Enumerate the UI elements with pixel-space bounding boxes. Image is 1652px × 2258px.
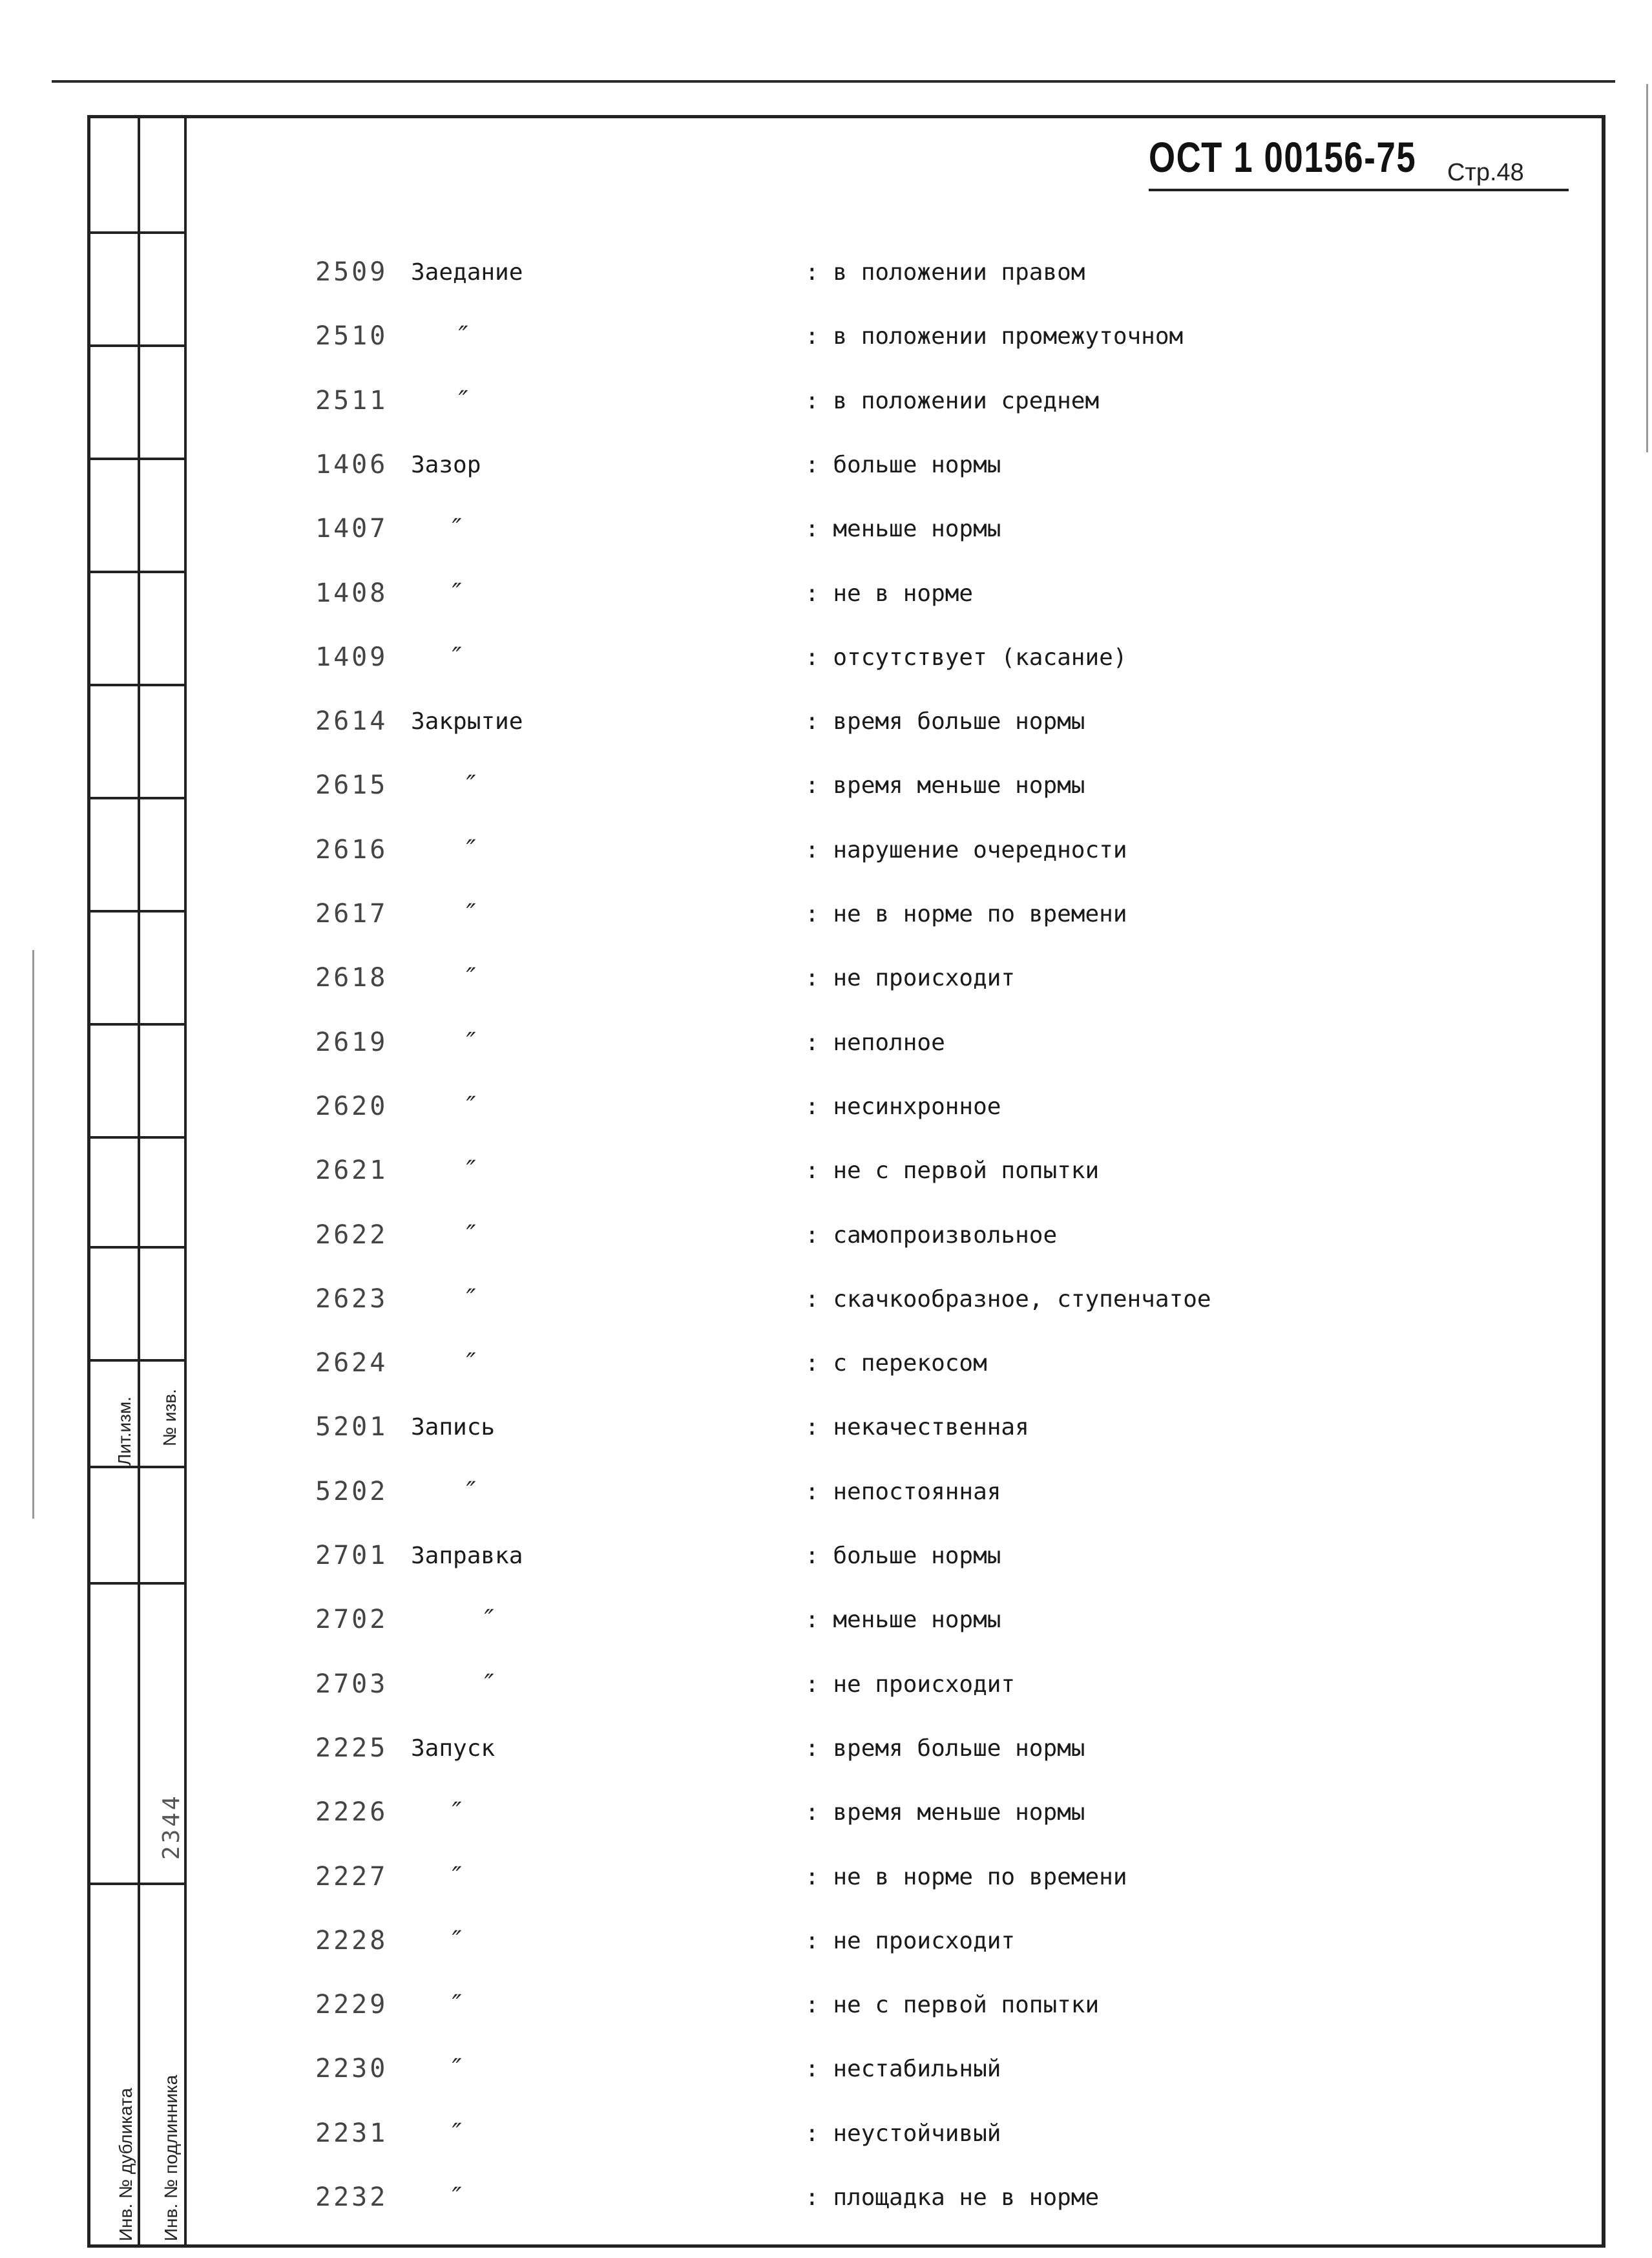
- list-item: [0, 2182, 1551, 2228]
- failure-description: : несинхронное: [805, 1093, 1001, 1120]
- header-underline: [1149, 189, 1569, 191]
- stamp-label-no-izv: № изв.: [160, 1389, 180, 1446]
- failure-term: Заправка: [411, 1543, 523, 1569]
- ditto-mark: ″: [478, 1605, 494, 1635]
- stamp-hline: [87, 1466, 184, 1468]
- ditto-mark: ″: [446, 2182, 462, 2212]
- document-code: ОСТ 1 00156-75: [1149, 133, 1417, 181]
- list-item: [0, 1733, 1551, 1778]
- list-item: [0, 1669, 1551, 1715]
- failure-code: 2617: [315, 899, 388, 929]
- stamp-label-inv-dublikata: Инв. № дубликата: [116, 2087, 136, 2241]
- failure-term: Запуск: [411, 1735, 496, 1762]
- list-item: [0, 1220, 1551, 1265]
- list-item: [0, 1028, 1551, 1073]
- failure-code: 2226: [315, 1797, 388, 1828]
- failure-description: : больше нормы: [805, 451, 1001, 478]
- ditto-mark: ″: [446, 1990, 462, 2020]
- list-item: [0, 1862, 1551, 1907]
- failure-term: Заедание: [411, 259, 523, 286]
- failure-code: 5201: [315, 1412, 388, 1442]
- stamp-hline: [87, 231, 184, 234]
- list-item: [0, 257, 1551, 302]
- failure-description: : скачкообразное, ступенчатое: [805, 1285, 1211, 1313]
- failure-description: : меньше нормы: [805, 516, 1001, 543]
- ditto-mark: ″: [446, 1925, 462, 1956]
- failure-code: 2232: [315, 2182, 388, 2212]
- ditto-mark: ″: [460, 770, 476, 801]
- failure-description: : время больше нормы: [805, 1735, 1085, 1762]
- list-item: [0, 1348, 1551, 1393]
- list-item: [0, 770, 1551, 816]
- list-item: [0, 1412, 1551, 1457]
- failure-description: : не с первой попытки: [805, 1992, 1100, 2019]
- stamp-number: 2344: [158, 1793, 185, 1860]
- failure-code: 2622: [315, 1219, 388, 1250]
- failure-description: : меньше нормы: [805, 1607, 1001, 1634]
- stamp-label-inv-podlinnika: Инв. № подлинника: [161, 2074, 181, 2241]
- stamp-hline: [87, 571, 184, 573]
- failure-code: 2511: [315, 385, 388, 416]
- failure-code: 2701: [315, 1541, 388, 1570]
- failure-code: 2615: [315, 770, 388, 801]
- list-item: [0, 642, 1551, 688]
- failure-description: : не происходит: [805, 1927, 1016, 1954]
- failure-description: : больше нормы: [805, 1543, 1001, 1569]
- failure-description: : время меньше нормы: [805, 1799, 1085, 1826]
- failure-description: : в положении промежуточном: [805, 323, 1184, 350]
- list-item: [0, 899, 1551, 944]
- list-item: [0, 1155, 1551, 1201]
- failure-description: : неполное: [805, 1029, 945, 1056]
- list-item: [0, 450, 1551, 495]
- failure-code: 1409: [315, 642, 388, 672]
- list-item: [0, 1541, 1551, 1586]
- failure-code: 2624: [315, 1348, 388, 1378]
- list-item: [0, 321, 1551, 366]
- ditto-mark: ″: [452, 385, 468, 416]
- list-item: [0, 2118, 1551, 2164]
- list-item: [0, 578, 1551, 624]
- failure-description: : отсутствует (касание): [805, 644, 1127, 671]
- failure-code: 1408: [315, 578, 388, 608]
- failure-code: 2230: [315, 2054, 388, 2084]
- list-item: [0, 835, 1551, 880]
- failure-code: 2510: [315, 321, 388, 352]
- failure-description: : время меньше нормы: [805, 772, 1085, 799]
- ditto-mark: ″: [460, 1348, 476, 1378]
- failure-code: 2619: [315, 1027, 388, 1057]
- list-item: [0, 386, 1551, 431]
- ditto-mark: ″: [478, 1669, 494, 1699]
- failure-description: : не в норме по времени: [805, 1863, 1127, 1890]
- ditto-mark: ″: [460, 1219, 476, 1250]
- ditto-mark: ″: [460, 834, 476, 865]
- list-item: [0, 1926, 1551, 1971]
- stamp-hline: [87, 1023, 184, 1026]
- failure-description: : не в норме по времени: [805, 901, 1127, 927]
- failure-description: : неустойчивый: [805, 2120, 1001, 2147]
- list-item: [0, 1605, 1551, 1650]
- failure-description: : не с первой попытки: [805, 1157, 1100, 1185]
- list-item: [0, 1990, 1551, 2035]
- ditto-mark: ″: [446, 578, 462, 608]
- ditto-mark: ″: [446, 1861, 462, 1892]
- ditto-mark: ″: [460, 963, 476, 993]
- failure-code: 2702: [315, 1605, 388, 1635]
- ditto-mark: ″: [446, 642, 462, 672]
- failure-code: 2621: [315, 1155, 388, 1186]
- ditto-mark: ″: [452, 321, 468, 352]
- failure-description: : не в норме: [805, 580, 974, 607]
- failure-code: 2703: [315, 1669, 388, 1699]
- list-item: [0, 2054, 1551, 2099]
- ditto-mark: ″: [446, 2118, 462, 2148]
- failure-description: : не происходит: [805, 1671, 1016, 1698]
- list-item: [0, 1092, 1551, 1137]
- failure-code: 2623: [315, 1283, 388, 1314]
- failure-description: : некачественная: [805, 1414, 1029, 1441]
- failure-code: 1407: [315, 514, 388, 544]
- page-number: Стр.48: [1447, 159, 1524, 186]
- failure-code: 2231: [315, 2118, 388, 2148]
- failure-code: 5202: [315, 1476, 388, 1506]
- failure-description: : площадка не в норме: [805, 2184, 1100, 2211]
- ditto-mark: ″: [446, 514, 462, 544]
- failure-code: 2227: [315, 1861, 388, 1892]
- failure-description: : нарушение очередности: [805, 836, 1127, 863]
- ditto-mark: ″: [446, 1797, 462, 1828]
- failure-code: 2225: [315, 1733, 388, 1763]
- failure-code: 1406: [315, 449, 388, 480]
- failure-code: 2614: [315, 706, 388, 737]
- failure-code: 2620: [315, 1091, 388, 1121]
- list-item: [0, 963, 1551, 1008]
- failure-description: : не происходит: [805, 965, 1016, 992]
- list-item: [0, 1284, 1551, 1329]
- stamp-label-lit-izm: Лит.изм.: [114, 1396, 134, 1466]
- failure-description: : нестабильный: [805, 2056, 1001, 2083]
- failure-description: : в положении среднем: [805, 387, 1100, 414]
- list-item: [0, 514, 1551, 559]
- ditto-mark: ″: [446, 2054, 462, 2084]
- failure-code: 2618: [315, 963, 388, 993]
- failure-term: Зазор: [411, 451, 481, 478]
- failure-description: : с перекосом: [805, 1350, 987, 1377]
- ditto-mark: ″: [460, 1027, 476, 1057]
- failure-code: 2228: [315, 1925, 388, 1956]
- failure-code: 2616: [315, 834, 388, 865]
- ditto-mark: ″: [460, 899, 476, 929]
- failure-description: : в положении правом: [805, 259, 1085, 286]
- list-item: [0, 706, 1551, 752]
- failure-code: 2229: [315, 1990, 388, 2020]
- ditto-mark: ″: [460, 1155, 476, 1186]
- ditto-mark: ″: [460, 1476, 476, 1506]
- failure-description: : время больше нормы: [805, 708, 1085, 735]
- failure-term: Запись: [411, 1414, 496, 1441]
- ditto-mark: ″: [460, 1283, 476, 1314]
- failure-description: : непостоянная: [805, 1478, 1001, 1505]
- right-scan-mark: [1646, 84, 1648, 452]
- top-rule: [52, 80, 1615, 83]
- failure-term: Закрытие: [411, 708, 523, 735]
- list-item: [0, 1797, 1551, 1842]
- failure-description: : самопроизвольное: [805, 1221, 1058, 1249]
- failure-code: 2509: [315, 257, 388, 287]
- list-item: [0, 1477, 1551, 1522]
- ditto-mark: ″: [460, 1091, 476, 1121]
